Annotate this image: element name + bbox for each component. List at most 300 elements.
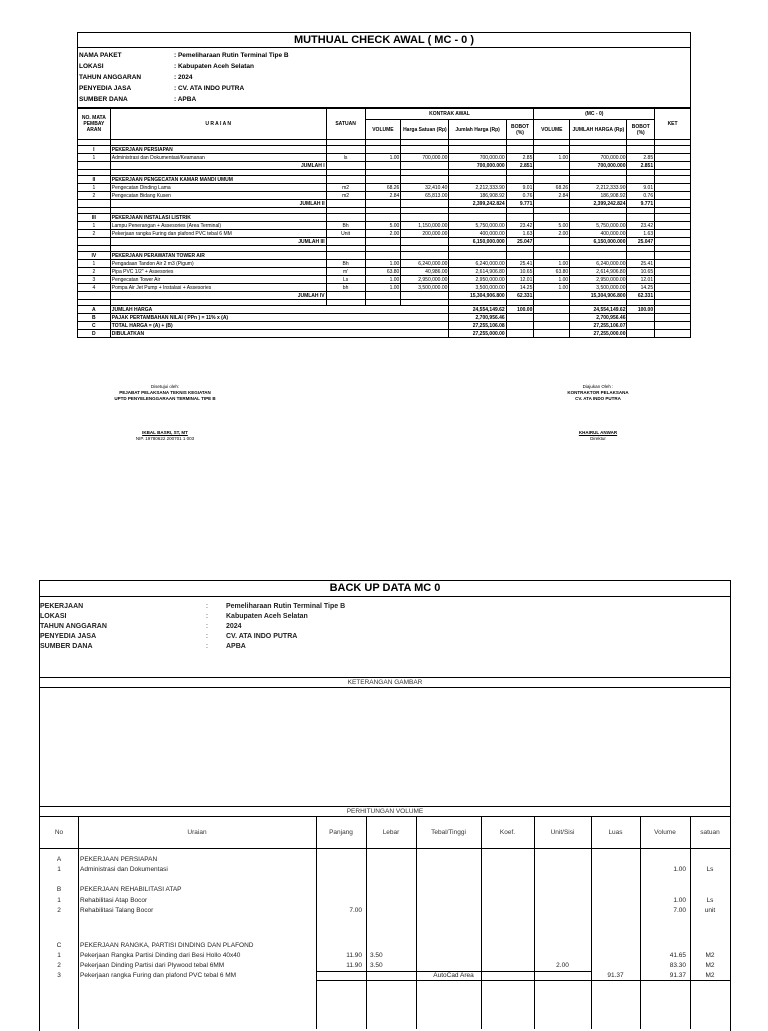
cell-jumlah-harga: 2,950,000.00 (449, 276, 506, 284)
cell-total-jumlah-mc: 6,150,000.000 (570, 238, 627, 246)
cell-total-bobot-mc: 2.851 (627, 162, 655, 170)
empty-cell (570, 252, 627, 260)
cell-volume: 1.00 (365, 276, 401, 284)
mc0-info-row (78, 72, 690, 83)
cell-jumlah-harga: 700,000.00 (449, 154, 506, 162)
col-satuan: SATUAN (326, 109, 365, 140)
cell-total-jumlah-mc: 15,304,906.800 (570, 292, 627, 300)
cell-uraian: Pengecatan Bidang Kusen (110, 192, 326, 200)
empty-cell (655, 314, 691, 322)
cell-uraian: Pekerjaan rangka Furing dan plafond PVC tebal 6 MM (110, 230, 326, 238)
backup-cell-volume: 83.30 (669, 962, 686, 969)
mc0-info-row (78, 94, 690, 105)
empty-cell (506, 214, 534, 222)
sign-left-nip: NIP. 19780622 200701 1 003 (135, 436, 195, 441)
perhitungan-volume-label: PERHITUNGAN VOLUME (40, 807, 730, 817)
col-no-header: No (54, 829, 64, 836)
column-divider (366, 849, 367, 1029)
cell-uraian: PEKERJAAN PERSIAPAN (110, 146, 326, 154)
cell-volume-mc: 5.00 (534, 222, 570, 230)
cell-jumlah-harga-mc: 5,750,000.00 (570, 222, 627, 230)
sign-left-name: IKBAL BASRI, ST, MT (142, 430, 188, 435)
col-lebar-header: Lebar (382, 829, 400, 836)
cell-bobot-mc: 0.76 (627, 192, 655, 200)
cell-bobot-mc: 10.65 (627, 268, 655, 276)
mc0-info-value: : CV. ATA INDO PUTRA (174, 85, 245, 92)
backup-cell-luas: 91.37 (607, 972, 624, 979)
mc0-info-label: SUMBER DANA (79, 96, 128, 103)
cell-summary-jumlah-mc: 27,255,106.07 (570, 322, 627, 330)
cell-harga-satuan: 32,410.40 (401, 184, 449, 192)
table-row-section (78, 146, 691, 154)
cell-volume: 1.00 (365, 154, 401, 162)
cell-volume: 5.00 (365, 222, 401, 230)
cell-total-jumlah: 6,150,000.000 (449, 238, 506, 246)
column-divider (481, 817, 482, 848)
empty-cell (78, 238, 111, 246)
cell-no: 1 (78, 154, 111, 162)
cell-satuan: bh (326, 284, 365, 292)
empty-cell (627, 146, 655, 154)
backup-cell-panjang: 7.00 (349, 907, 362, 914)
cell-summary-jumlah: 24,554,149.62 (449, 306, 506, 314)
cell-bobot: 0.76 (506, 192, 534, 200)
backup-cell-lebar: 3.50 (370, 952, 383, 959)
backup-info-label: TAHUN ANGGARAN (40, 623, 107, 630)
backup-cell-no: A (56, 856, 62, 863)
col-jumlah-harga: Jumlah Harga (Rp) (449, 120, 506, 140)
cell-uraian: Pipa PVC 1/2" + Assesories (110, 268, 326, 276)
mc0-info-label: LOKASI (79, 63, 104, 70)
col-kontrak-awal: KONTRAK AWAL (365, 109, 534, 120)
cell-summary-bobot: 100.00 (506, 306, 534, 314)
cell-satuan: ls (326, 154, 365, 162)
backup-cell-volume: 1.00 (673, 897, 686, 904)
mc0-info-value: : Kabupaten Aceh Selatan (174, 63, 254, 70)
backup-table-header (40, 817, 730, 849)
cell-volume-mc: 2.00 (534, 230, 570, 238)
cell-satuan: Bh (326, 260, 365, 268)
mc0-info-label: NAMA PAKET (79, 52, 122, 59)
empty-cell (534, 146, 570, 154)
backup-cell-volume: 1.00 (673, 866, 686, 873)
cell-summary-jumlah-mc: 2,700,956.46 (570, 314, 627, 322)
backup-info-value: APBA (226, 643, 246, 650)
cell-summary-bobot (506, 330, 534, 338)
empty-cell (534, 252, 570, 260)
backup-cell-no: B (56, 886, 62, 893)
backup-cell-no: C (56, 942, 62, 949)
cell-volume: 2.84 (365, 192, 401, 200)
column-divider (366, 817, 367, 848)
cell-total-bobot: 9.771 (506, 200, 534, 208)
empty-cell (534, 214, 570, 222)
backup-info-colon: : (206, 603, 208, 610)
empty-cell (655, 322, 691, 330)
cell-total-bobot-mc: 9.771 (627, 200, 655, 208)
cell-total-bobot-mc: 25.047 (627, 238, 655, 246)
column-divider (591, 817, 592, 848)
cell-bobot: 10.65 (506, 268, 534, 276)
cell-no: 2 (78, 192, 111, 200)
table-row (78, 184, 691, 192)
col-koef-header: Koef. (499, 829, 516, 836)
cell-summary-bobot-mc: 100.00 (627, 306, 655, 314)
cell-no: II (78, 176, 111, 184)
table-row-total (78, 162, 691, 170)
table-row-section (78, 176, 691, 184)
sign-right-org2: CV. ATA INDO PUTRA (575, 396, 621, 401)
cell-no: 3 (78, 276, 111, 284)
cell-no: A (78, 306, 111, 314)
backup-info-row (40, 622, 730, 632)
cell-summary-jumlah-mc: 24,554,149.62 (570, 306, 627, 314)
backup-info-row (40, 602, 730, 612)
empty-cell (449, 252, 506, 260)
autocad-area-label: AutoCad Area (433, 972, 474, 979)
backup-cell-satuan: M2 (705, 972, 715, 979)
column-divider (640, 849, 641, 1029)
empty-cell (655, 238, 691, 246)
cell-harga-satuan: 3,500,000.00 (401, 284, 449, 292)
empty-cell (627, 176, 655, 184)
empty-cell (365, 162, 401, 170)
cell-total-jumlah: 15,304,906.800 (449, 292, 506, 300)
table-row-summary (78, 330, 691, 338)
cell-no: D (78, 330, 111, 338)
empty-cell (78, 200, 111, 208)
cell-uraian: Pengecatan Tower Air (110, 276, 326, 284)
empty-cell (655, 306, 691, 314)
mc0-info-row (78, 50, 690, 61)
backup-info-colon: : (206, 623, 208, 630)
cell-satuan: m2 (326, 192, 365, 200)
cell-jumlah-harga-mc: 2,212,333.90 (570, 184, 627, 192)
col-ket: KET (655, 109, 691, 140)
cell-uraian: PEKERJAAN PENGECATAN KAMAR MANDI UMUM (110, 176, 326, 184)
cell-no: IV (78, 252, 111, 260)
autocad-divider (316, 980, 730, 981)
col-volume-mc: VOLUME (534, 120, 570, 140)
backup-cell-no: 3 (57, 972, 61, 979)
cell-jumlah-harga: 3,500,000.00 (449, 284, 506, 292)
cell-volume-mc: 1.00 (534, 260, 570, 268)
table-row (78, 268, 691, 276)
empty-cell (401, 214, 449, 222)
mc0-info-value: : 2024 (174, 74, 193, 81)
table-row-summary (78, 314, 691, 322)
empty-cell (655, 146, 691, 154)
empty-cell (506, 252, 534, 260)
cell-total-label: JUMLAH III (110, 238, 326, 246)
cell-harga-satuan: 1,150,000.00 (401, 222, 449, 230)
cell-harga-satuan: 6,240,000.00 (401, 260, 449, 268)
backup-cell-uraian: Rehabilitasi Atap Bocor (80, 897, 148, 904)
backup-info-row (40, 612, 730, 622)
cell-harga-satuan: 700,000.00 (401, 154, 449, 162)
col-volume: VOLUME (365, 120, 401, 140)
cell-satuan: Bh (326, 222, 365, 230)
col-tebal-header: Tebal/Tinggi (431, 829, 466, 836)
empty-cell (365, 238, 401, 246)
backup-info-label: SUMBER DANA (40, 643, 93, 650)
cell-jumlah-harga: 2,212,333.90 (449, 184, 506, 192)
backup-cell-satuan: unit (704, 907, 716, 914)
backup-info-label: PEKERJAAN (40, 603, 84, 610)
cell-no: 2 (78, 230, 111, 238)
cell-summary-jumlah-mc: 27,255,000.00 (570, 330, 627, 338)
cell-total-jumlah: 700,000.000 (449, 162, 506, 170)
empty-cell (326, 176, 365, 184)
cell-bobot-mc: 2.85 (627, 154, 655, 162)
empty-cell (326, 162, 365, 170)
backup-cell-volume: 7.00 (673, 907, 686, 914)
backup-cell-no: 2 (57, 907, 61, 914)
backup-cell-satuan: Ls (706, 866, 714, 873)
cell-satuan: m' (326, 268, 365, 276)
cell-total-bobot-mc: 62.331 (627, 292, 655, 300)
cell-jumlah-harga: 400,000.00 (449, 230, 506, 238)
backup-cell-satuan: Ls (706, 897, 714, 904)
backup-info-colon: : (206, 643, 208, 650)
cell-bobot: 25.41 (506, 260, 534, 268)
empty-cell (401, 292, 449, 300)
cell-bobot-mc: 12.01 (627, 276, 655, 284)
column-divider (481, 849, 482, 1029)
col-satuan-header: satuan (700, 829, 720, 836)
cell-volume: 1.00 (365, 260, 401, 268)
empty-cell (627, 214, 655, 222)
cell-harga-satuan: 40,986.00 (401, 268, 449, 276)
keterangan-gambar-label: KETERANGAN GAMBAR (40, 678, 730, 688)
col-harga-satuan: Harga Satuan (Rp) (401, 120, 449, 140)
cell-volume-mc: 63.80 (534, 268, 570, 276)
backup-cell-no: 1 (57, 897, 61, 904)
cell-no: C (78, 322, 111, 330)
empty-cell (627, 252, 655, 260)
table-row-summary (78, 306, 691, 314)
column-divider (640, 817, 641, 848)
backup-cell-no: 1 (57, 866, 61, 873)
empty-cell (326, 146, 365, 154)
empty-cell (570, 214, 627, 222)
col-jumlah-harga-mc: JUMLAH HARGA (Rp) (570, 120, 627, 140)
sign-right-caption: Diajukan Oleh : (582, 384, 614, 389)
backup-cell-lebar: 3.50 (370, 962, 383, 969)
empty-cell (449, 214, 506, 222)
mc0-title: MUTHUAL CHECK AWAL ( MC - 0 ) (77, 32, 691, 48)
cell-summary-label: PAJAK PERTAMBAHAN NILAI ( PPn ) = 11% x (A) (110, 314, 449, 322)
cell-bobot-mc: 1.63 (627, 230, 655, 238)
cell-jumlah-harga: 5,750,000.00 (449, 222, 506, 230)
cell-uraian: PEKERJAAN PERAWATAN TOWER AIR (110, 252, 326, 260)
sign-right-org1: KONTRAKTOR PELAKSANA (567, 390, 629, 395)
cell-bobot: 2.85 (506, 154, 534, 162)
cell-summary-bobot-mc (627, 322, 655, 330)
empty-cell (449, 176, 506, 184)
backup-cell-unit: 2.00 (556, 962, 569, 969)
mc0-table (77, 108, 691, 338)
sign-right-title: Direktur (590, 436, 606, 441)
mc0-info-label: PENYEDIA JASA (79, 85, 132, 92)
mc0-sheet (77, 32, 691, 338)
col-no: NO. MATA PEMBAY ARAN (78, 109, 111, 140)
backup-cell-panjang: 11.90 (346, 952, 362, 959)
empty-cell (365, 200, 401, 208)
col-bobot-mc: BOBOT (%) (627, 120, 655, 140)
empty-cell (449, 146, 506, 154)
empty-cell (534, 330, 570, 338)
cell-total-label: JUMLAH I (110, 162, 326, 170)
cell-harga-satuan: 65,813.00 (401, 192, 449, 200)
cell-bobot-mc: 9.01 (627, 184, 655, 192)
empty-cell (365, 292, 401, 300)
backup-title: BACK UP DATA MC 0 (40, 581, 730, 597)
backup-sheet (39, 580, 731, 1031)
empty-cell (401, 238, 449, 246)
cell-no: III (78, 214, 111, 222)
col-mc0: (MC - 0) (534, 109, 655, 120)
cell-jumlah-harga-mc: 186,908.92 (570, 192, 627, 200)
empty-cell (326, 238, 365, 246)
cell-total-bobot: 62.331 (506, 292, 534, 300)
column-divider (534, 817, 535, 848)
backup-cell-uraian: Pekerjaan Rangka Partisi Dinding dari Besi Hollo 40x40 (80, 952, 241, 959)
backup-info-label: LOKASI (40, 613, 67, 620)
cell-ket (655, 184, 691, 192)
table-row-total (78, 238, 691, 246)
sign-left-caption: Disetujui oleh: (150, 384, 180, 389)
cell-bobot: 12.01 (506, 276, 534, 284)
empty-cell (570, 146, 627, 154)
cell-ket (655, 222, 691, 230)
column-divider (416, 817, 417, 848)
cell-uraian: Pengecatan Dinding Lama (110, 184, 326, 192)
cell-total-jumlah: 2,399,242.824 (449, 200, 506, 208)
backup-cell-uraian: Rehabilitasi Talang Bocor (80, 907, 154, 914)
empty-cell (655, 200, 691, 208)
mc0-info-value: : APBA (174, 96, 197, 103)
col-unit-header: Unit/Sisi (550, 829, 575, 836)
backup-cell-volume: 41.65 (669, 952, 686, 959)
empty-cell (534, 314, 570, 322)
cell-no: 1 (78, 222, 111, 230)
cell-volume-mc: 68.26 (534, 184, 570, 192)
cell-summary-bobot-mc (627, 314, 655, 322)
cell-total-label: JUMLAH II (110, 200, 326, 208)
column-divider (316, 817, 317, 848)
empty-cell (401, 176, 449, 184)
sign-left-org1: PEJABAT PELAKSANA TEKNIS KEGIATAN (119, 390, 211, 395)
mc0-info-row (78, 61, 690, 72)
cell-summary-bobot (506, 322, 534, 330)
empty-cell (326, 214, 365, 222)
empty-cell (655, 176, 691, 184)
col-uraian-header: Uraian (187, 829, 207, 836)
sign-right (538, 384, 658, 442)
sign-right-name: KHAIRUL ANWAR (578, 430, 618, 435)
column-divider (690, 849, 691, 1029)
cell-bobot: 1.63 (506, 230, 534, 238)
backup-info-block (40, 597, 730, 678)
table-row-summary (78, 322, 691, 330)
backup-cell-no: 2 (57, 962, 61, 969)
cell-ket (655, 230, 691, 238)
backup-info-row (40, 632, 730, 642)
cell-summary-jumlah: 27,255,000.00 (449, 330, 506, 338)
empty-cell (534, 176, 570, 184)
backup-cell-satuan: M2 (705, 962, 715, 969)
column-divider (690, 817, 691, 848)
backup-table-body (40, 849, 730, 1029)
table-row (78, 192, 691, 200)
cell-no: 4 (78, 284, 111, 292)
column-divider (316, 849, 317, 1029)
col-panjang-header: Panjang (329, 829, 353, 836)
cell-jumlah-harga: 2,614,906.80 (449, 268, 506, 276)
table-row (78, 222, 691, 230)
cell-ket (655, 276, 691, 284)
table-row (78, 154, 691, 162)
empty-cell (655, 252, 691, 260)
empty-cell (365, 176, 401, 184)
sign-left-org2: UPTD PENYELENGGARAAN TERMINAL TIPE B (114, 396, 216, 401)
empty-cell (401, 200, 449, 208)
cell-harga-satuan: 200,000.00 (401, 230, 449, 238)
empty-cell (326, 200, 365, 208)
table-row (78, 230, 691, 238)
cell-jumlah-harga: 186,908.92 (449, 192, 506, 200)
backup-cell-panjang: 11.90 (346, 962, 362, 969)
empty-cell (326, 292, 365, 300)
table-row-total (78, 292, 691, 300)
cell-satuan: m2 (326, 184, 365, 192)
col-luas-header: Luas (608, 829, 623, 836)
col-bobot: BOBOT (%) (506, 120, 534, 140)
cell-bobot-mc: 25.41 (627, 260, 655, 268)
cell-ket (655, 268, 691, 276)
backup-cell-uraian: PEKERJAAN RANGKA, PARTISI DINDING DAN PLAFOND (80, 942, 254, 949)
cell-bobot: 14.25 (506, 284, 534, 292)
backup-cell-uraian: PEKERJAAN REHABILITASI ATAP (80, 886, 182, 893)
cell-bobot-mc: 23.42 (627, 222, 655, 230)
cell-jumlah-harga: 6,240,000.00 (449, 260, 506, 268)
empty-cell (534, 200, 570, 208)
cell-no: 2 (78, 268, 111, 276)
empty-cell (78, 292, 111, 300)
empty-cell (655, 214, 691, 222)
cell-uraian: Pompa Air Jet Pump + Instalasi + Assesories (110, 284, 326, 292)
backup-info-value: Pemeliharaan Rutin Terminal Tipe B (226, 603, 346, 610)
empty-cell (78, 162, 111, 170)
empty-cell (534, 306, 570, 314)
table-row-section (78, 252, 691, 260)
column-divider (78, 849, 79, 1029)
backup-cell-volume: 91.37 (669, 972, 686, 979)
cell-volume: 63.80 (365, 268, 401, 276)
empty-cell (534, 238, 570, 246)
backup-cell-uraian: Pekerjaan Dinding Partisi dari Plywood tebal 6MM (80, 962, 225, 969)
column-divider (534, 849, 535, 1029)
cell-no: 1 (78, 184, 111, 192)
mc0-info-value: : Pemeliharaan Rutin Terminal Tipe B (174, 52, 289, 59)
mc0-info-block (77, 48, 691, 108)
empty-cell (534, 322, 570, 330)
cell-jumlah-harga-mc: 6,240,000.00 (570, 260, 627, 268)
backup-info-value: Kabupaten Aceh Selatan (226, 613, 308, 620)
cell-summary-jumlah: 2,700,956.46 (449, 314, 506, 322)
empty-cell (655, 330, 691, 338)
